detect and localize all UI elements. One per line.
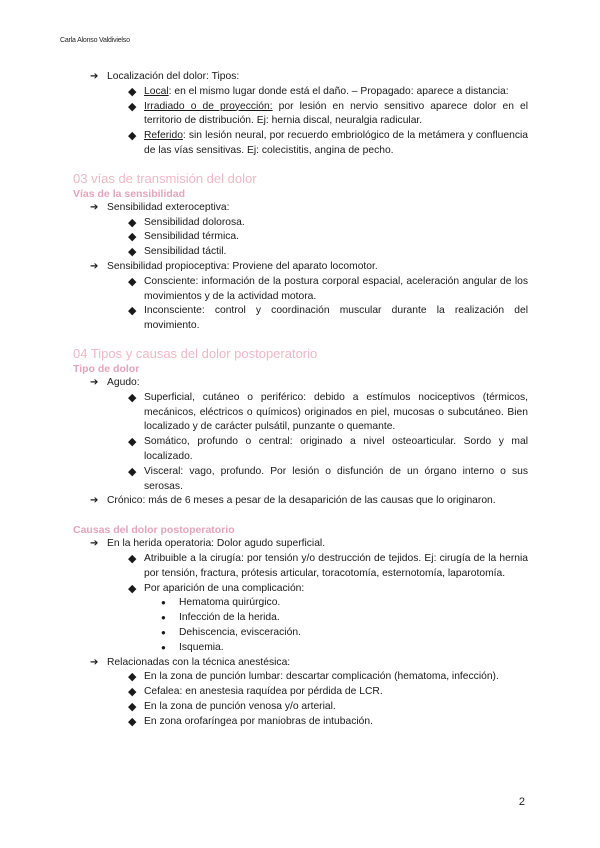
list-item: ➔ Crónico: más de 6 meses a pesar de la desaparición de las causas que lo originaron. [0, 494, 600, 509]
diamond-bullet-icon: ◆ [128, 436, 137, 449]
list-item: ◆ Superficial, cutáneo o periférico: debido a estímulos nociceptivos (térmicos, mecánicos, eléctricos o químicos) originados en piel, mucosas o subcutáneo. Bien localizado y de carácter pulsátil, punzante o quemante. [128, 391, 528, 433]
list-item: ◆ Atribuible a la cirugía: por tensión y/o destrucción de tejidos. Ej: cirugía de la hernia por tensión, fractura, prótesis articular, toracotomía, esternotomía, laparotomía. [128, 552, 528, 579]
diamond-bullet-icon: ◆ [128, 130, 137, 143]
list-item: ➔ En la herida operatoria: Dolor agudo superficial. [0, 537, 600, 552]
section-subtitle: Tipo de dolor [73, 362, 140, 375]
list-item: ◆ Sensibilidad dolorosa. [128, 216, 245, 229]
section-subtitle: Causas del dolor postoperatorio [73, 524, 235, 537]
arrow-bullet-icon: ➔ [90, 260, 99, 272]
arrow-bullet-icon: ➔ [90, 656, 99, 668]
page-number: 2 [518, 796, 525, 808]
list-item: ◆ Por aparición de una complicación: [128, 582, 305, 595]
list-item: ◆ Consciente: información de la postura corporal espacial, aceleración angular de los movimientos y de la actividad motora. [128, 275, 528, 302]
list-item: ◆ Somático, profundo o central: originado a nivel osteoarticular. Sordo y mal localizado. [128, 436, 528, 462]
arrow-bullet-icon: ➔ [90, 495, 99, 507]
diamond-bullet-icon: ◆ [128, 582, 137, 595]
diamond-bullet-icon: ◆ [128, 305, 137, 318]
section-subtitle: Vías de la sensibilidad [73, 187, 186, 200]
list-item: ➔ Localización del dolor: Tipos: [0, 70, 600, 85]
diamond-bullet-icon: ◆ [128, 391, 137, 404]
diamond-bullet-icon: ◆ [128, 715, 137, 728]
list-item: ◆ Referido: sin lesión neural, por recuerdo embriológico de la metámera y confluencia de las vías sensitivas. Ej: colecistitis, angina de pecho. [128, 130, 528, 156]
diamond-bullet-icon: ◆ [128, 686, 137, 699]
dot-bullet-icon: ● [161, 598, 166, 608]
author-header: Carla Alonso Valdivielso [60, 37, 130, 44]
diamond-bullet-icon: ◆ [128, 700, 137, 713]
diamond-bullet-icon: ◆ [128, 216, 137, 229]
list-item: ◆ Visceral: vago, profundo. Por lesión o disfunción de un órgano interno o sus serosas. [128, 465, 528, 492]
list-item: ◆ Irradiado o de proyección: por lesión en nervio sensitivo aparece dolor en el territorio de distribución. Ej: hernia discal, neuralgia radicular. [128, 100, 528, 127]
section-title: 04 Tipos y causas del dolor postoperatorio [73, 345, 318, 361]
arrow-bullet-icon: ➔ [90, 71, 99, 82]
list-item: ◆ En la zona de punción venosa y/o arterial. [128, 700, 336, 713]
diamond-bullet-icon: ◆ [128, 85, 137, 98]
list-item: ◆ Sensibilidad táctil. [128, 246, 227, 259]
diamond-bullet-icon: ◆ [128, 552, 137, 565]
diamond-bullet-icon: ◆ [128, 671, 137, 684]
list-item: ● Isquemia. [0, 641, 600, 656]
arrow-bullet-icon: ➔ [90, 376, 99, 388]
diamond-bullet-icon: ◆ [128, 465, 137, 478]
arrow-bullet-icon: ➔ [90, 201, 99, 213]
list-item: ◆ Cefalea: en anestesia raquídea por pérdida de LCR. [128, 686, 383, 699]
list-item: ◆ En zona orofaríngea por maniobras de intubación. [128, 715, 373, 728]
list-item: ➔ Sensibilidad exteroceptiva: [0, 201, 600, 216]
page-content [0, 70, 600, 729]
list-item: ◆ Inconsciente: control y coordinación muscular durante la realización del movimiento. [128, 305, 528, 332]
list-item: ◆ Local: en el mismo lugar donde está el daño. – Propagado: aparece a distancia: [128, 85, 509, 98]
diamond-bullet-icon: ◆ [128, 246, 137, 259]
list-item: ◆ En la zona de punción lumbar: descartar complicación (hematoma, infección). [128, 671, 499, 684]
list-item: ➔ Relacionadas con la técnica anestésica: [0, 656, 600, 671]
dot-bullet-icon: ● [161, 627, 166, 637]
diamond-bullet-icon: ◆ [128, 231, 137, 244]
section-title: 03 vías de transmisión del dolor [73, 170, 257, 186]
list-item: ● Dehiscencia, evisceración. [0, 626, 600, 641]
diamond-bullet-icon: ◆ [128, 100, 137, 113]
dot-bullet-icon: ● [161, 642, 166, 652]
diamond-bullet-icon: ◆ [128, 275, 137, 288]
arrow-bullet-icon: ➔ [90, 538, 99, 550]
list-item: ➔ Sensibilidad propioceptiva: Proviene del aparato locomotor. [0, 260, 600, 275]
list-item: ➔ Agudo: [0, 376, 600, 391]
list-item: ● Infección de la herida. [0, 611, 600, 626]
list-item: ● Hematoma quirúrgico. [0, 596, 600, 611]
list-item: ◆ Sensibilidad térmica. [128, 231, 240, 244]
dot-bullet-icon: ● [161, 613, 166, 623]
